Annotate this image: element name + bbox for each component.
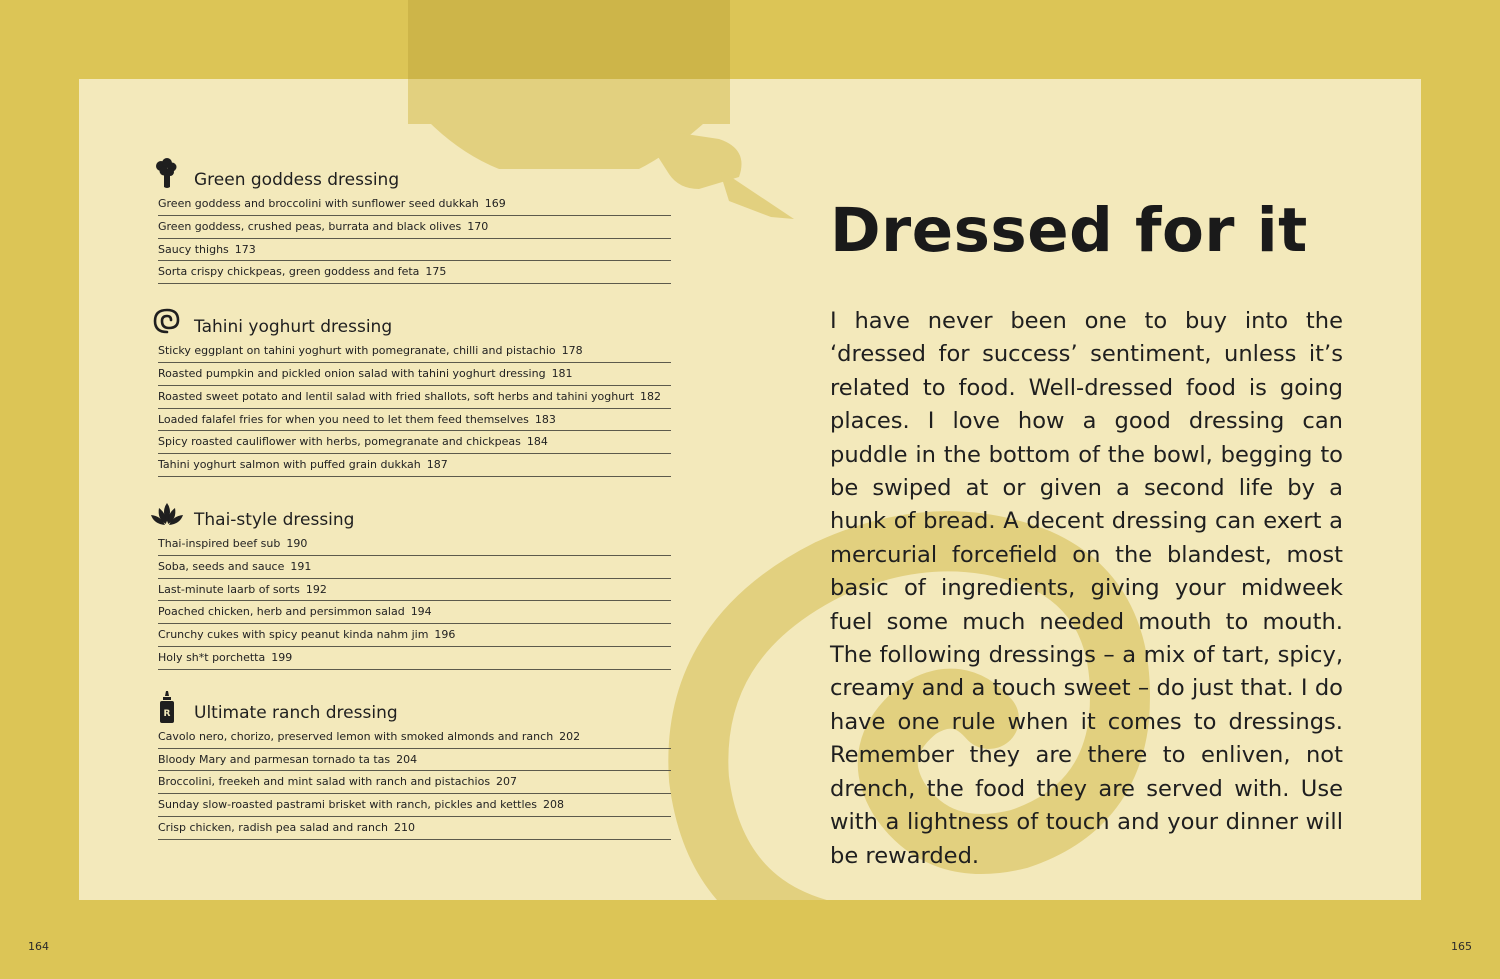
recipe-title: Holy sh*t porchetta [158, 650, 266, 664]
toc-section-thai-style [158, 491, 671, 670]
table-of-contents [158, 151, 671, 854]
recipe-title: Saucy thighs [158, 242, 229, 256]
recipe-entry[interactable] [158, 431, 671, 454]
recipe-entry[interactable] [158, 363, 671, 386]
recipe-page-number: 208 [543, 798, 565, 812]
toc-section-ultimate-ranch [158, 684, 671, 840]
chapter-intro [830, 191, 1343, 873]
recipe-title: Crunchy cukes with spicy peanut kinda nahm jim [158, 628, 429, 642]
recipe-title: Crisp chicken, radish pea salad and ranch [158, 820, 388, 834]
recipe-page-number: 210 [394, 820, 415, 834]
recipe-page-number: 207 [496, 775, 518, 789]
recipe-page-number: 170 [467, 219, 489, 233]
recipe-entry[interactable] [158, 261, 671, 284]
recipe-page-number: 192 [305, 582, 327, 596]
recipe-title: Green goddess and broccolini with sunflower seed dukkah [158, 197, 479, 210]
swirl-icon [150, 304, 184, 338]
recipe-entry[interactable] [158, 409, 671, 432]
recipe-entry[interactable] [158, 726, 671, 749]
recipe-entry[interactable] [158, 601, 671, 624]
recipe-title: Loaded falafel fries for when you need to let them feed themselves [158, 412, 529, 426]
recipe-entry[interactable] [158, 556, 671, 579]
page-number-right: 165 [1451, 940, 1472, 953]
recipe-page-number: 202 [559, 729, 581, 743]
recipe-page-number: 204 [396, 752, 418, 766]
recipe-title: Sorta crispy chickpeas, green goddess and feta [158, 265, 420, 279]
recipe-entry[interactable] [158, 193, 671, 216]
broccoli-icon [150, 157, 184, 191]
recipe-title: Green goddess, crushed peas, burrata and black olives [158, 219, 462, 233]
recipe-page-number: 194 [410, 605, 432, 619]
section-heading [158, 151, 671, 193]
recipe-title: Last-minute laarb of sorts [158, 582, 300, 596]
recipe-page-number: 187 [426, 458, 448, 472]
recipe-page-number: 190 [286, 536, 308, 550]
recipe-entry[interactable] [158, 749, 671, 772]
recipe-entry[interactable] [158, 647, 671, 670]
page-number-left: 164 [28, 940, 49, 953]
recipe-title: Poached chicken, herb and persimmon salad [158, 605, 405, 619]
svg-text:R: R [163, 708, 171, 719]
section-title: Ultimate ranch dressing [194, 702, 398, 723]
recipe-title: Cavolo nero, chorizo, preserved lemon with smoked almonds and ranch [158, 729, 554, 743]
recipe-title: Thai-inspired beef sub [158, 536, 281, 550]
recipe-list [158, 726, 671, 840]
recipe-entry[interactable] [158, 386, 671, 409]
section-title: Thai-style dressing [194, 509, 355, 530]
chapter-title: Dressed for it [830, 195, 1308, 266]
recipe-entry[interactable] [158, 624, 671, 647]
recipe-entry[interactable] [158, 794, 671, 817]
recipe-page-number: 175 [425, 265, 447, 279]
recipe-page-number: 178 [561, 344, 583, 358]
contents-panel [79, 79, 1421, 900]
recipe-title: Spicy roasted cauliflower with herbs, pomegranate and chickpeas [158, 435, 521, 449]
toc-section-green-goddess [158, 151, 671, 284]
recipe-page-number: 169 [484, 197, 506, 210]
ranch-bottle-icon [150, 690, 184, 724]
recipe-title: Bloody Mary and parmesan tornado ta tas [158, 752, 391, 766]
recipe-page-number: 183 [534, 412, 556, 426]
recipe-title: Tahini yoghurt salmon with puffed grain dukkah [158, 458, 421, 472]
recipe-title: Roasted pumpkin and pickled onion salad with tahini yoghurt dressing [158, 366, 546, 380]
recipe-list [158, 533, 671, 670]
recipe-page-number: 191 [290, 559, 312, 573]
recipe-entry[interactable] [158, 579, 671, 602]
recipe-list [158, 340, 671, 477]
recipe-title: Roasted sweet potato and lentil salad with fried shallots, soft herbs and tahini yoghurt [158, 389, 635, 403]
recipe-page-number: 196 [434, 628, 456, 642]
recipe-entry[interactable] [158, 216, 671, 239]
section-title: Green goddess dressing [194, 170, 400, 190]
recipe-page-number: 184 [526, 435, 548, 449]
section-heading [158, 684, 671, 726]
recipe-title: Soba, seeds and sauce [158, 559, 285, 573]
intro-paragraph: I have never been one to buy into the ‘dressed for success’ sentiment, unless it’s related to food. Well-dressed food is going places. I love how a good dressing can puddle in the bottom of the bowl, begging to be swiped at or given a second life by a hunk of bread. A decent dressing can exert a mercurial forcefield on the blandest, most basic of ingredients, giving your midweek fuel some much needed mouth to mouth. The following dressings – a mix of tart, spicy, creamy and a touch sweet – do just that. I do have one rule when it comes to dressings. Remember they are there to enliven, not drench, the food they are served with. Use with a lightness of touch and your dinner will be rewarded. [830, 308, 1343, 869]
recipe-entry[interactable] [158, 239, 671, 262]
recipe-title: Sunday slow-roasted pastrami brisket with ranch, pickles and kettles [158, 798, 538, 812]
recipe-entry[interactable] [158, 340, 671, 363]
toc-section-tahini-yoghurt [158, 298, 671, 477]
recipe-entry[interactable] [158, 454, 671, 477]
section-heading [158, 298, 671, 340]
recipe-entry[interactable] [158, 533, 671, 556]
section-title: Tahini yoghurt dressing [194, 317, 393, 338]
recipe-entry[interactable] [158, 817, 671, 840]
recipe-title: Sticky eggplant on tahini yoghurt with pomegranate, chilli and pistachio [158, 344, 556, 358]
recipe-title: Broccolini, freekeh and mint salad with ranch and pistachios [158, 775, 491, 789]
recipe-entry[interactable] [158, 771, 671, 794]
recipe-list [158, 193, 671, 284]
recipe-page-number: 181 [551, 366, 573, 380]
recipe-page-number: 182 [640, 389, 662, 403]
lotus-icon [150, 497, 184, 531]
recipe-page-number: 173 [234, 242, 256, 256]
section-heading [158, 491, 671, 533]
recipe-page-number: 199 [271, 650, 293, 664]
